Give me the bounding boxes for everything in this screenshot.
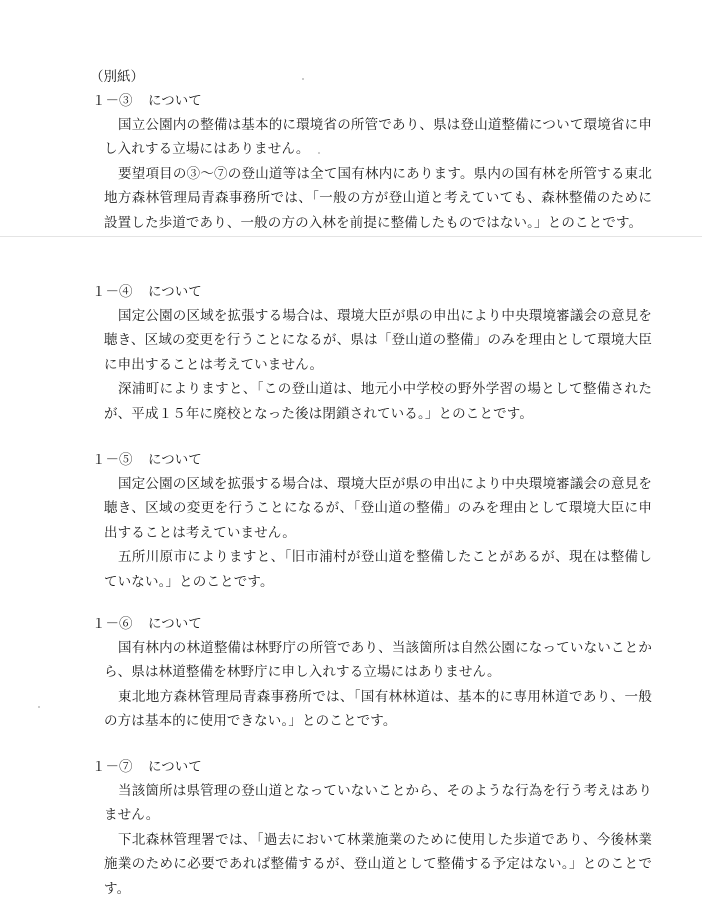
section-title-text: について — [148, 284, 202, 300]
section-title — [92, 614, 652, 634]
section-number: １－⑥ — [92, 616, 133, 632]
section-title-text: について — [148, 759, 202, 775]
section-1-6 — [92, 614, 652, 734]
section-title — [92, 757, 652, 777]
paragraph: 国定公園の区域を拡張する場合は、環境大臣が県の申出により中央環境審議会の意見を聴き、区域の変更を行うことになるが、「登山道の整備」のみを理由として環境大臣に申出することは考えていません。 — [104, 476, 652, 541]
attachment-label: （別紙） — [90, 69, 144, 85]
scan-artifact-line — [0, 236, 702, 237]
section-title-text: について — [148, 616, 202, 632]
section-title — [92, 282, 652, 302]
section-number: １－⑤ — [92, 452, 133, 468]
scan-artifact-speck — [302, 78, 304, 80]
section-title-text: について — [148, 93, 202, 109]
paragraph: 当該箇所は県管理の登山道となっていないことから、そのような行為を行う考えはありません。 — [104, 783, 652, 824]
section-title — [92, 450, 652, 470]
paragraph: 国立公園内の整備は基本的に環境省の所管であり、県は登山道整備について環境省に申し入れする立場にはありません。 — [104, 117, 652, 158]
section-title — [92, 91, 652, 111]
section-title-text: について — [148, 452, 202, 468]
paragraph: 要望項目の③～⑦の登山道等は全て国有林内にあります。県内の国有林を所管する東北地方森林管理局青森事務所では、「一般の方が登山道と考えていても、森林整備のために設置した歩道であり、一般の方の入林を前提に整備したものではない。」とのことです。 — [104, 165, 652, 231]
paragraph: 東北地方森林管理局青森事務所では、「国有林林道は、基本的に専用林道であり、一般の方は基本的に使用できない。」とのことです。 — [104, 688, 652, 730]
section-1-5 — [92, 450, 652, 594]
section-1-4 — [92, 282, 652, 426]
scan-artifact-speck — [38, 706, 40, 708]
paragraph: 国定公園の区域を拡張する場合は、環境大臣が県の申出により中央環境審議会の意見を聴き、区域の変更を行うことになるが、県は「登山道の整備」のみを理由として環境大臣に申出することは考えていません。 — [104, 308, 652, 373]
paragraph: 下北森林管理署では、「過去において林業施業のために使用した歩道であり、今後林業施業のために必要であれば整備するが、登山道として整備する予定はない。」とのことです。 — [104, 831, 652, 897]
section-number: １－③ — [92, 93, 133, 109]
section-1-3 — [92, 91, 652, 235]
paragraph: 深浦町によりますと、「この登山道は、地元小中学校の野外学習の場として整備されたが、平成１５年に廃校となった後は閉鎖されている。」とのことです。 — [104, 381, 652, 422]
paragraph: 五所川原市によりますと、「旧市浦村が登山道を整備したことがあるが、現在は整備していない。」とのことです。 — [104, 549, 652, 590]
section-number: １－④ — [92, 284, 133, 300]
paragraph: 国有林内の林道整備は林野庁の所管であり、当該箇所は自然公園になっていないことから、県は林道整備を林野庁に申し入れする立場にはありません。 — [104, 640, 652, 681]
section-number: １－⑦ — [92, 759, 133, 775]
section-1-7 — [92, 757, 652, 901]
